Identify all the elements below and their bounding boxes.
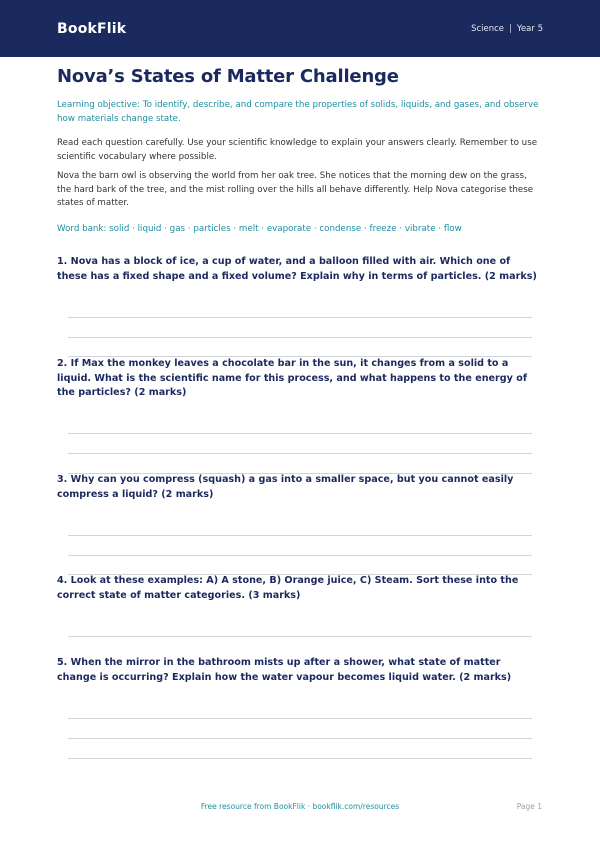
- subject-label: Science: [471, 23, 505, 34]
- year-label: Year 5: [516, 23, 543, 34]
- worksheet-title: Nova’s States of Matter Challenge: [57, 66, 399, 87]
- question-5: 5. When the mirror in the bathroom mists up after a shower, what state of matter change is occurring? Explain how the water vapour becomes liquid water. (2 marks): [57, 657, 512, 683]
- answer-line[interactable]: [68, 738, 532, 739]
- answer-line[interactable]: [68, 718, 532, 719]
- answer-line[interactable]: [68, 535, 532, 536]
- answer-line[interactable]: [68, 433, 532, 434]
- question-4: 4. Look at these examples: A) A stone, B) Orange juice, C) Steam. Sort these into the correct state of matter categories. (3 marks): [57, 575, 519, 601]
- answer-line[interactable]: [68, 555, 532, 556]
- page-number: Page 1: [516, 802, 542, 811]
- footer-resource-link[interactable]: Free resource from BookFlik · bookflik.com/resources: [200, 802, 400, 811]
- question-3: 3. Why can you compress (squash) a gas into a smaller space, but you cannot easily compress a liquid? (2 marks): [57, 474, 514, 500]
- learning-objective: Learning objective: To identify, describe, and compare the properties of solids, liquids, and gases, and observe how materials change state.: [57, 100, 539, 124]
- page-footer: [0, 802, 600, 814]
- answer-line[interactable]: [68, 758, 532, 759]
- story-context: Nova the barn owl is observing the world from her oak tree. She notices that the morning dew on the grass, the hard bark of the tree, and the mist rolling over the hills all behave differently. Help Nova categorise these states of matter.: [57, 171, 534, 208]
- subject-year-label: [471, 24, 543, 34]
- instructions: Read each question carefully. Use your scientific knowledge to explain your answers clearly. Remember to use scientific vocabulary where possible.: [57, 138, 538, 162]
- question-1: 1. Nova has a block of ice, a cup of water, and a balloon filled with air. Which one of these has a fixed shape and a fixed volume? Explain why in terms of particles. (2 marks): [57, 256, 537, 282]
- page-header: [0, 0, 600, 57]
- answer-line[interactable]: [68, 337, 532, 338]
- meta-separator: |: [509, 23, 512, 34]
- answer-line[interactable]: [68, 453, 532, 454]
- answer-line[interactable]: [68, 317, 532, 318]
- answer-line[interactable]: [68, 636, 532, 637]
- brand-logo: BookFlik: [57, 20, 127, 37]
- question-2: 2. If Max the monkey leaves a chocolate bar in the sun, it changes from a solid to a liquid. What is the scientific name for this process, and what happens to the energy of the particles? (2 marks): [57, 358, 528, 398]
- word-bank: Word bank: solid · liquid · gas · particles · melt · evaporate · condense · freeze · vibrate · flow: [57, 224, 462, 234]
